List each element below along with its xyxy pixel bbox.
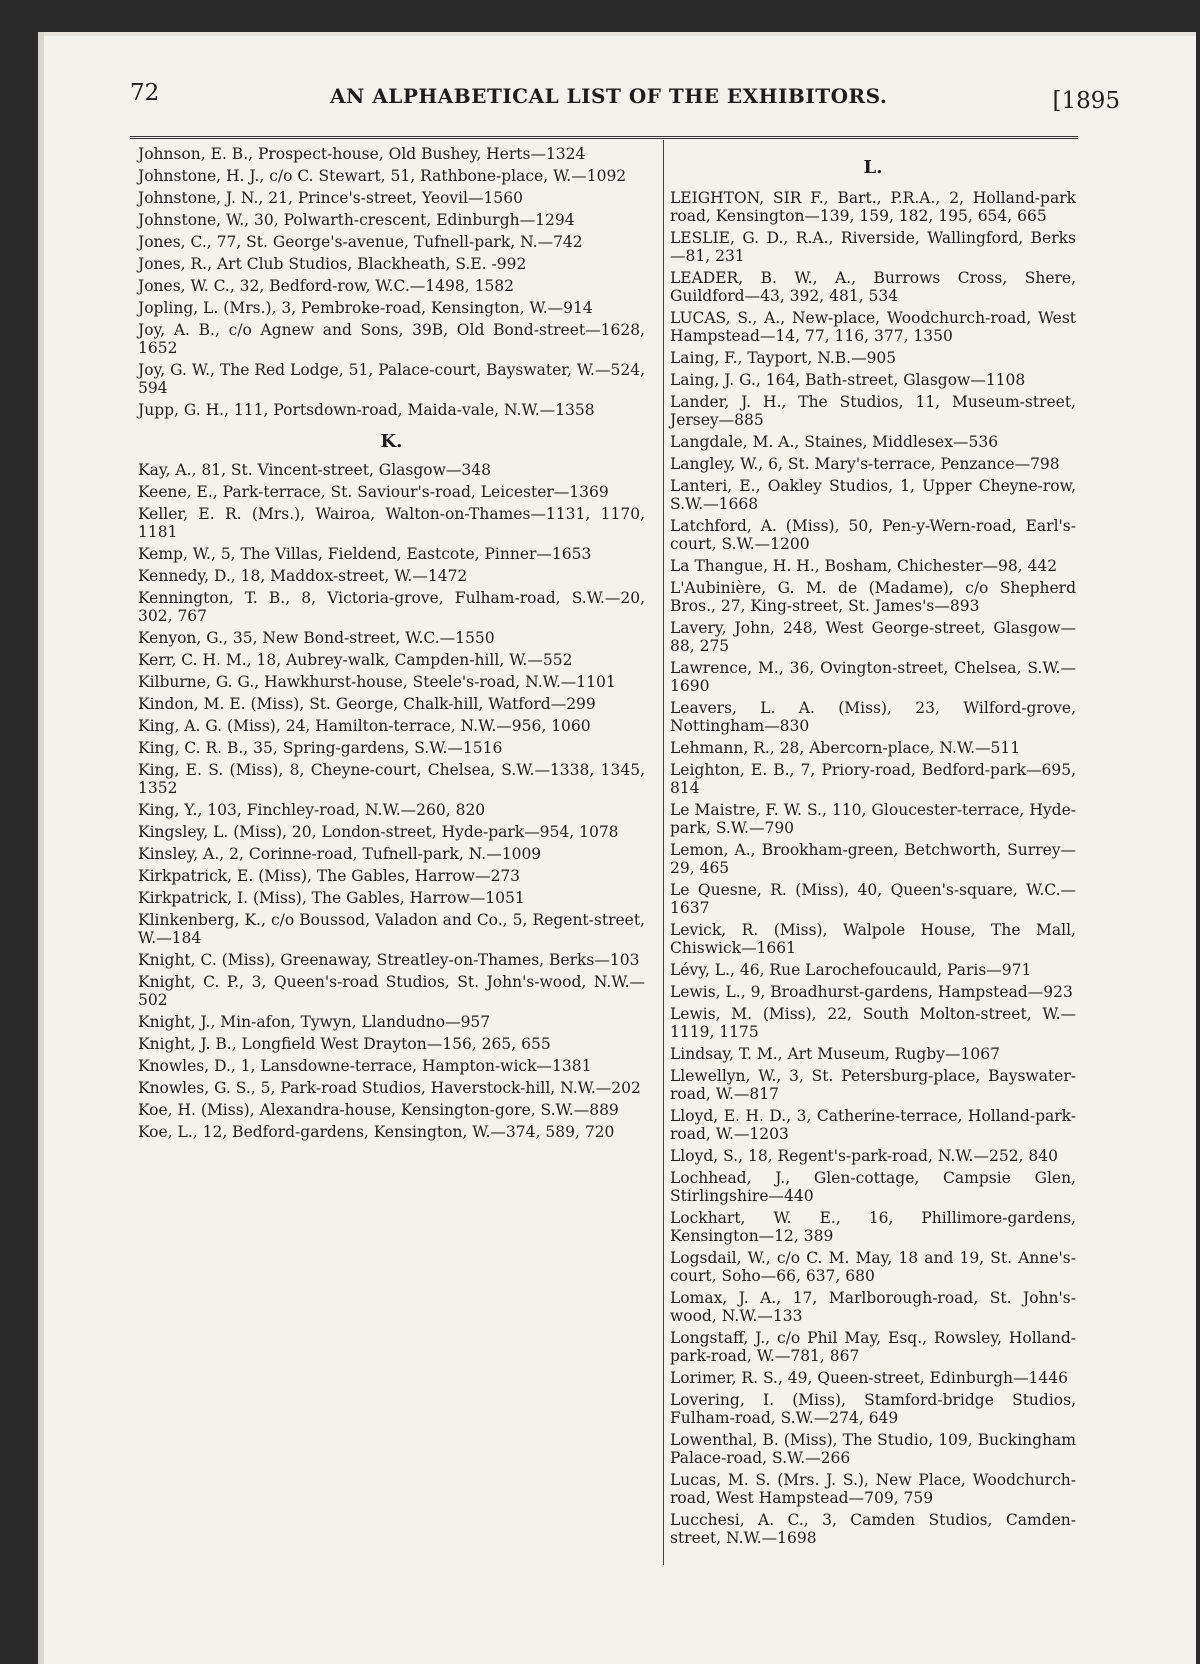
exhibitor-entry: Klinkenberg, K., c/o Boussod, Valadon and Co., 5, Regent-street, W.—184 [138,911,645,947]
exhibitor-entry: Johnstone, W., 30, Polwarth-crescent, Edinburgh—1294 [138,211,575,229]
exhibitor-entry: Laing, F., Tayport, N.B.—905 [670,349,897,367]
exhibitor-entry: Lavery, John, 248, West George-street, Glasgow—88, 275 [670,619,1076,655]
exhibitor-entry: Kerr, C. H. M., 18, Aubrey-walk, Campden-hill, W.—552 [138,651,573,669]
exhibitor-entry: Johnstone, J. N., 21, Prince's-street, Yeovil—1560 [138,189,523,207]
exhibitor-entry: Lucas, M. S. (Mrs. J. S.), New Place, Woodchurch-road, West Hampstead—709, 759 [670,1471,1076,1507]
exhibitor-entry: Lander, J. H., The Studios, 11, Museum-street, Jersey—885 [670,393,1076,429]
header-rule [130,136,1078,139]
exhibitor-entry: LEADER, B. W., A., Burrows Cross, Shere, Guildford—43, 392, 481, 534 [670,269,1076,305]
exhibitor-entry: La Thangue, H. H., Bosham, Chichester—98, 442 [670,557,1058,575]
exhibitor-entry: Knight, C. (Miss), Greenaway, Streatley-on-Thames, Berks—103 [138,951,640,969]
entries-l [670,189,1076,1547]
exhibitor-entry: Knowles, D., 1, Lansdowne-terrace, Hampton-wick—1381 [138,1057,592,1075]
exhibitor-entry: Latchford, A. (Miss), 50, Pen-y-Wern-road, Earl's-court, S.W.—1200 [670,517,1076,553]
section-heading-k: K. [380,431,403,452]
exhibitor-entry: Le Quesne, R. (Miss), 40, Queen's-square, W.C.—1637 [670,881,1076,917]
exhibitor-entry: Lehmann, R., 28, Abercorn-place, N.W.—511 [670,739,1021,757]
exhibitor-entry: Kennington, T. B., 8, Victoria-grove, Fulham-road, S.W.—20, 302, 767 [138,589,645,625]
exhibitor-entry: Langley, W., 6, St. Mary's-terrace, Penzance—798 [670,455,1060,473]
exhibitor-entry: Knight, J. B., Longfield West Drayton—156, 265, 655 [138,1035,551,1053]
exhibitor-entry: Lewis, M. (Miss), 22, South Molton-street, W.—1119, 1175 [670,1005,1076,1041]
exhibitor-entry: Knowles, G. S., 5, Park-road Studios, Haverstock-hill, N.W.—202 [138,1079,641,1097]
exhibitor-entry: Knight, C. P., 3, Queen's-road Studios, St. John's-wood, N.W.—502 [138,973,645,1009]
year-marker: [1895 [1052,88,1120,114]
exhibitor-entry: Keller, E. R. (Mrs.), Wairoa, Walton-on-Thames—1131, 1170, 1181 [138,505,645,541]
right-column [670,145,1076,1551]
exhibitor-entry: LUCAS, S., A., New-place, Woodchurch-road, West Hampstead—14, 77, 116, 377, 1350 [670,309,1076,345]
exhibitor-entry: Lévy, L., 46, Rue Larochefoucauld, Paris—971 [670,961,1032,979]
exhibitor-entry: LEIGHTON, SIR F., Bart., P.R.A., 2, Holland-park road, Kensington—139, 159, 182, 195, 654, 665 [670,189,1076,225]
exhibitor-entry: Knight, J., Min-afon, Tywyn, Llandudno—957 [138,1013,491,1031]
exhibitor-entry: Langdale, M. A., Staines, Middlesex—536 [670,433,999,451]
exhibitor-entry: Lloyd, E. H. D., 3, Catherine-terrace, Holland-park-road, W.—1203 [670,1107,1076,1143]
exhibitor-entry: Kinsley, A., 2, Corinne-road, Tufnell-park, N.—1009 [138,845,542,863]
exhibitor-entry: Lovering, I. (Miss), Stamford-bridge Studios, Fulham-road, S.W.—274, 649 [670,1391,1076,1427]
exhibitor-entry: Leighton, E. B., 7, Priory-road, Bedford-park—695, 814 [670,761,1076,797]
entries-k [138,461,645,1141]
exhibitor-entry: Kenyon, G., 35, New Bond-street, W.C.—1550 [138,629,495,647]
page-header [130,80,1120,120]
exhibitor-entry: Keene, E., Park-terrace, St. Saviour's-road, Leicester—1369 [138,483,609,501]
exhibitor-entry: Jones, C., 77, St. George's-avenue, Tufnell-park, N.—742 [138,233,583,251]
exhibitor-entry: King, Y., 103, Finchley-road, N.W.—260, 820 [138,801,486,819]
exhibitor-entry: Jopling, L. (Mrs.), 3, Pembroke-road, Kensington, W.—914 [138,299,593,317]
exhibitor-entry: Johnson, E. B., Prospect-house, Old Bushey, Herts—1324 [138,145,586,163]
running-title: AN ALPHABETICAL LIST OF THE EXHIBITORS. [330,84,888,108]
exhibitor-entry: Kennedy, D., 18, Maddox-street, W.—1472 [138,567,468,585]
exhibitor-entry: Koe, L., 12, Bedford-gardens, Kensington, W.—374, 589, 720 [138,1123,615,1141]
exhibitor-entry: Joy, G. W., The Red Lodge, 51, Palace-court, Bayswater, W.—524, 594 [138,361,645,397]
exhibitor-entry: Lindsay, T. M., Art Museum, Rugby—1067 [670,1045,1000,1063]
exhibitor-entry: Lewis, L., 9, Broadhurst-gardens, Hampstead—923 [670,983,1073,1001]
exhibitor-entry: Logsdail, W., c/o C. M. May, 18 and 19, St. Anne's-court, Soho—66, 637, 680 [670,1249,1076,1285]
exhibitor-entry: Lemon, A., Brookham-green, Betchworth, Surrey—29, 465 [670,841,1076,877]
exhibitor-entry: Lochhead, J., Glen-cottage, Campsie Glen, Stirlingshire—440 [670,1169,1076,1205]
exhibitor-entry: Kilburne, G. G., Hawkhurst-house, Steele's-road, N.W.—1101 [138,673,616,691]
entries-j [138,145,645,419]
exhibitor-entry: LESLIE, G. D., R.A., Riverside, Wallingford, Berks—81, 231 [670,229,1076,265]
exhibitor-entry: King, E. S. (Miss), 8, Cheyne-court, Chelsea, S.W.—1338, 1345, 1352 [138,761,645,797]
exhibitor-entry: Lowenthal, B. (Miss), The Studio, 109, Buckingham Palace-road, S.W.—266 [670,1431,1076,1467]
exhibitor-entry: Kindon, M. E. (Miss), St. George, Chalk-hill, Watford—299 [138,695,596,713]
exhibitor-entry: Jones, W. C., 32, Bedford-row, W.C.—1498, 1582 [138,277,515,295]
exhibitor-entry: Lorimer, R. S., 49, Queen-street, Edinburgh—1446 [670,1369,1068,1387]
exhibitor-entry: Laing, J. G., 164, Bath-street, Glasgow—1108 [670,371,1026,389]
column-divider [663,140,664,1565]
exhibitor-entry: Lawrence, M., 36, Ovington-street, Chelsea, S.W.—1690 [670,659,1076,695]
exhibitor-entry: Johnstone, H. J., c/o C. Stewart, 51, Rathbone-place, W.—1092 [138,167,627,185]
exhibitor-entry: Lanteri, E., Oakley Studios, 1, Upper Cheyne-row, S.W.—1668 [670,477,1076,513]
exhibitor-entry: Kirkpatrick, E. (Miss), The Gables, Harrow—273 [138,867,521,885]
exhibitor-entry: King, A. G. (Miss), 24, Hamilton-terrace, N.W.—956, 1060 [138,717,591,735]
exhibitor-entry: Lloyd, S., 18, Regent's-park-road, N.W.—252, 840 [670,1147,1058,1165]
section-heading-l: L. [863,157,883,178]
exhibitor-entry: King, C. R. B., 35, Spring-gardens, S.W.—1516 [138,739,503,757]
exhibitor-entry: Lucchesi, A. C., 3, Camden Studios, Camden-street, N.W.—1698 [670,1511,1076,1547]
exhibitor-entry: Koe, H. (Miss), Alexandra-house, Kensington-gore, S.W.—889 [138,1101,619,1119]
exhibitor-entry: Llewellyn, W., 3, St. Petersburg-place, Bayswater-road, W.—817 [670,1067,1076,1103]
exhibitor-entry: Longstaff, J., c/o Phil May, Esq., Rowsley, Holland-park-road, W.—781, 867 [670,1329,1076,1365]
exhibitor-entry: Lockhart, W. E., 16, Phillimore-gardens, Kensington—12, 389 [670,1209,1076,1245]
exhibitor-entry: Jupp, G. H., 111, Portsdown-road, Maida-vale, N.W.—1358 [138,401,595,419]
exhibitor-entry: Lomax, J. A., 17, Marlborough-road, St. John's-wood, N.W.—133 [670,1289,1076,1325]
page-number: 72 [130,80,160,106]
exhibitor-entry: Kay, A., 81, St. Vincent-street, Glasgow—348 [138,461,491,479]
exhibitor-entry: Leavers, L. A. (Miss), 23, Wilford-grove, Nottingham—830 [670,699,1076,735]
exhibitor-entry: Le Maistre, F. W. S., 110, Gloucester-terrace, Hyde-park, S.W.—790 [670,801,1076,837]
exhibitor-entry: Joy, A. B., c/o Agnew and Sons, 39B, Old Bond-street—1628, 1652 [138,321,645,357]
exhibitor-entry: Kirkpatrick, I. (Miss), The Gables, Harrow—1051 [138,889,525,907]
exhibitor-entry: Kingsley, L. (Miss), 20, London-street, Hyde-park—954, 1078 [138,823,619,841]
exhibitor-entry: Kemp, W., 5, The Villas, Fieldend, Eastcote, Pinner—1653 [138,545,592,563]
exhibitor-entry: Levick, R. (Miss), Walpole House, The Mall, Chiswick—1661 [670,921,1076,957]
exhibitor-entry: Jones, R., Art Club Studios, Blackheath, S.E. -992 [138,255,527,273]
left-column [138,145,645,1145]
exhibitor-entry: L'Aubinière, G. M. de (Madame), c/o Shepherd Bros., 27, King-street, St. James's—893 [670,579,1076,615]
